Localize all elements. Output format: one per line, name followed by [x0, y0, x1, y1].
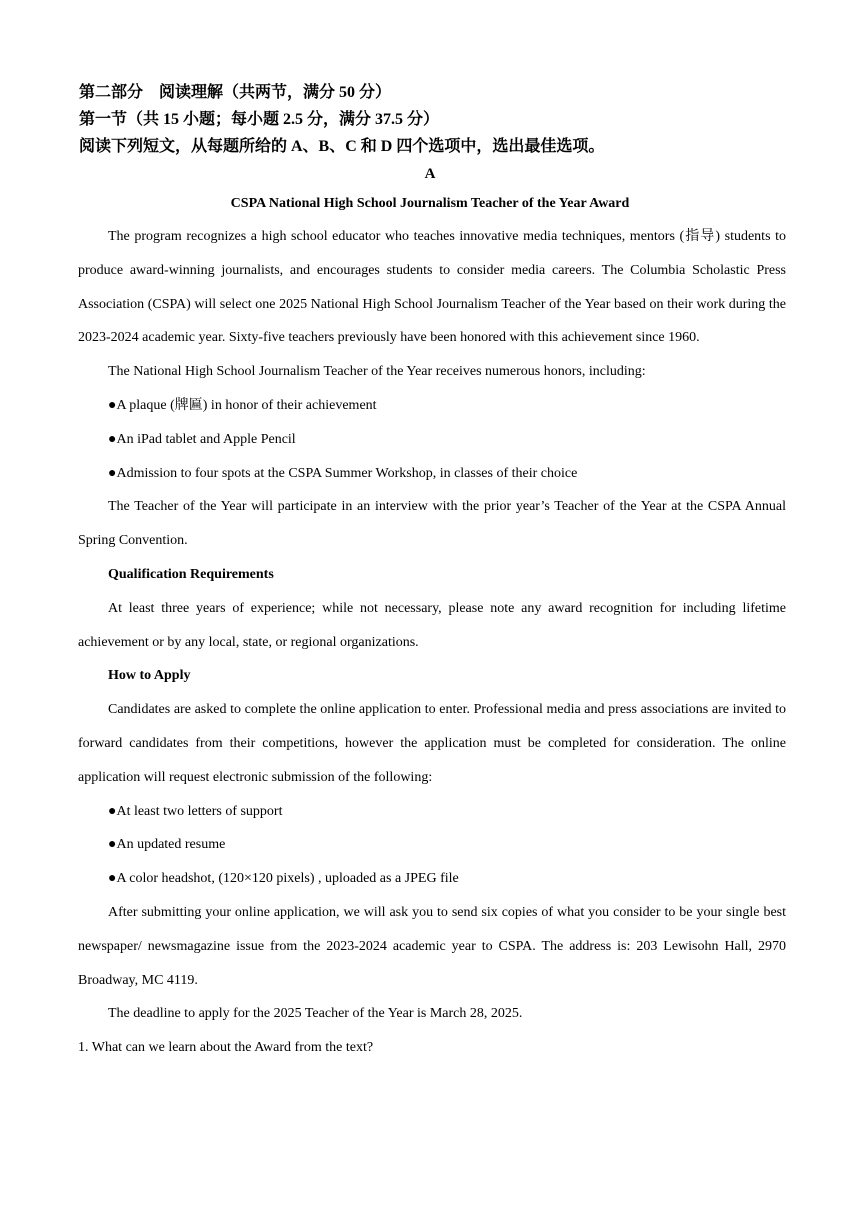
subsection-heading: 第一节（共 15 小题；每小题 2.5 分，满分 37.5 分） — [79, 111, 440, 128]
list-item-honor: ●Admission to four spots at the CSPA Summer Workshop, in classes of their choice — [108, 465, 578, 481]
question-1: 1. What can we learn about the Award from the text? — [78, 1040, 374, 1056]
list-item-requirement: ●An updated resume — [108, 837, 226, 853]
passage-title: CSPA National High School Journalism Teacher of the Year Award — [230, 196, 630, 211]
paragraph-qualification: At least three years of experience; while not necessary, please note any award recognition for including lifetime achievement or by any local, state, or regional organizations. — [78, 600, 786, 650]
qualification-heading: Qualification Requirements — [108, 566, 274, 582]
section-heading: 第二部分 阅读理解（共两节，满分 50 分） — [79, 84, 392, 101]
paragraph-apply: Candidates are asked to complete the online application to enter. Professional media and press associations are invited to forward candidates from their competitions, however the application must be completed for consideration. The online application will request electronic submission of the following: — [78, 702, 786, 785]
list-item-requirement: ●At least two letters of support — [108, 803, 283, 819]
instructions: 阅读下列短文，从每题所给的 A、B、C 和 D 四个选项中，选出最佳选项。 — [79, 138, 605, 155]
apply-heading: How to Apply — [108, 668, 191, 684]
paragraph-intro: The program recognizes a high school educator who teaches innovative media techniques, mentors (指导) students to produce award-winning journalists, and encourages students to consider media careers. The Columbia Scholastic Press Association (CSPA) will select one 2025 National High School Journalism Teacher of the Year based on their work during the 2023-2024 academic year. Sixty-five teachers previously have been honored with this achievement since 1960. — [78, 229, 786, 346]
list-item-honor: ●A plaque (牌匾) in honor of their achievement — [108, 397, 377, 413]
passage-label: A — [424, 166, 436, 182]
paragraph-honors-intro: The National High School Journalism Teacher of the Year receives numerous honors, including: — [108, 364, 646, 380]
paragraph-deadline: The deadline to apply for the 2025 Teacher of the Year is March 28, 2025. — [108, 1006, 523, 1022]
list-item-honor: ●An iPad tablet and Apple Pencil — [108, 431, 296, 447]
paragraph-after-submit: After submitting your online application, we will ask you to send six copies of what you consider to be your single best newspaper/ newsmagazine issue from the 2023-2024 academic year to CSPA. The address is: 203 Lewisohn Hall, 2970 Broadway, MC 4119. — [78, 904, 786, 988]
paragraph-interview: The Teacher of the Year will participate in an interview with the prior year’s Teacher of the Year at the CSPA Annual Spring Convention. — [78, 499, 786, 549]
passage-body — [78, 220, 786, 1065]
list-item-requirement: ●A color headshot, (120×120 pixels) , uploaded as a JPEG file — [108, 871, 459, 887]
